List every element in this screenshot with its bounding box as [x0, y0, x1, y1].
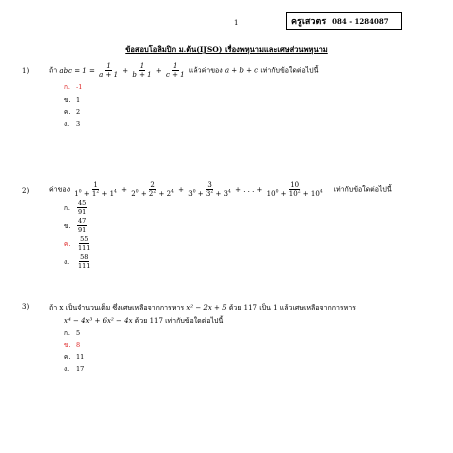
- question-3-option-d: ง. 17: [64, 365, 85, 373]
- question-2-option-d: ง. $\frac{58}{111}$: [64, 253, 91, 270]
- question-1-tail: แล้วค่าของ: [188, 66, 223, 75]
- question-2-text: [49, 181, 392, 198]
- question-1-option-a: ก. -1: [64, 83, 83, 91]
- question-3-option-b: ข. 8: [64, 341, 81, 349]
- question-1-text: [49, 62, 318, 79]
- question-3-option-a: ก. 5: [64, 329, 81, 337]
- question-2-option-c: ค. $\frac{55}{111}$: [64, 235, 91, 252]
- question-2-ask: เท่ากับข้อใดต่อไปนี้: [333, 185, 392, 194]
- page-number: 1: [234, 19, 239, 27]
- document-title: ข้อสอบโอลิมปิก ม.ต้น(IJSO) เรื่องพหุนามและเศษส่วนพหุนาม: [125, 45, 328, 54]
- question-1-lead: ถ้า: [49, 66, 58, 75]
- brand-phone: 084 - 1284087: [332, 16, 389, 26]
- question-1-number: 1): [22, 67, 30, 75]
- question-2-option-b: ข. $\frac{47}{91}$: [64, 217, 87, 234]
- brand-box: [286, 12, 402, 30]
- brand-name: ครูเสวตร: [291, 17, 327, 27]
- question-1-option-d: ง. 3: [64, 120, 81, 128]
- question-1-expr: a + b + c: [224, 66, 259, 75]
- question-3-line-1: ถ้า x เป็นจำนวนเต็ม ซึ่งเศษเหลือจากการหาร x² − 2x + 5 ด้วย 117 เป็น 1 แล้วเศษเหลือจากการหาร: [49, 304, 356, 312]
- question-3-option-c: ค. 11: [64, 353, 85, 361]
- question-3-expr-2: x⁴ − 4x³ + 6x² − 4x: [64, 317, 133, 325]
- question-3-number: 3): [22, 303, 30, 311]
- question-1-option-b: ข. 1: [64, 96, 81, 104]
- question-3-expr-1: x² − 2x + 5: [186, 304, 227, 312]
- question-2-lead: ค่าของ: [49, 185, 71, 194]
- question-2-option-a: ก. $\frac{45}{91}$: [64, 199, 87, 216]
- question-2-number: 2): [22, 187, 30, 195]
- question-2-formula: $\frac{1}{1^0 + 1^2 + 1^4}$ + $\frac{2}{2^0 + 2^2 + 2^4}$ + $\frac{3}{3^0 + 3^2 + 3^4}$ + . . . + $\frac{10}{10^0 + 10^2 + 10^4}$: [74, 181, 323, 198]
- question-1-option-c: ค. 2: [64, 108, 81, 116]
- question-1-ask: เท่ากับข้อใดต่อไปนี้: [260, 66, 319, 75]
- question-1-formula: abc = 1 = $\frac{1}{a + 1}$ + $\frac{1}{b + 1}$ + $\frac{1}{c + 1}$: [59, 62, 185, 79]
- question-3-line-2: x⁴ − 4x³ + 6x² − 4x ด้วย 117 เท่ากับข้อใดต่อไปนี้: [64, 317, 224, 325]
